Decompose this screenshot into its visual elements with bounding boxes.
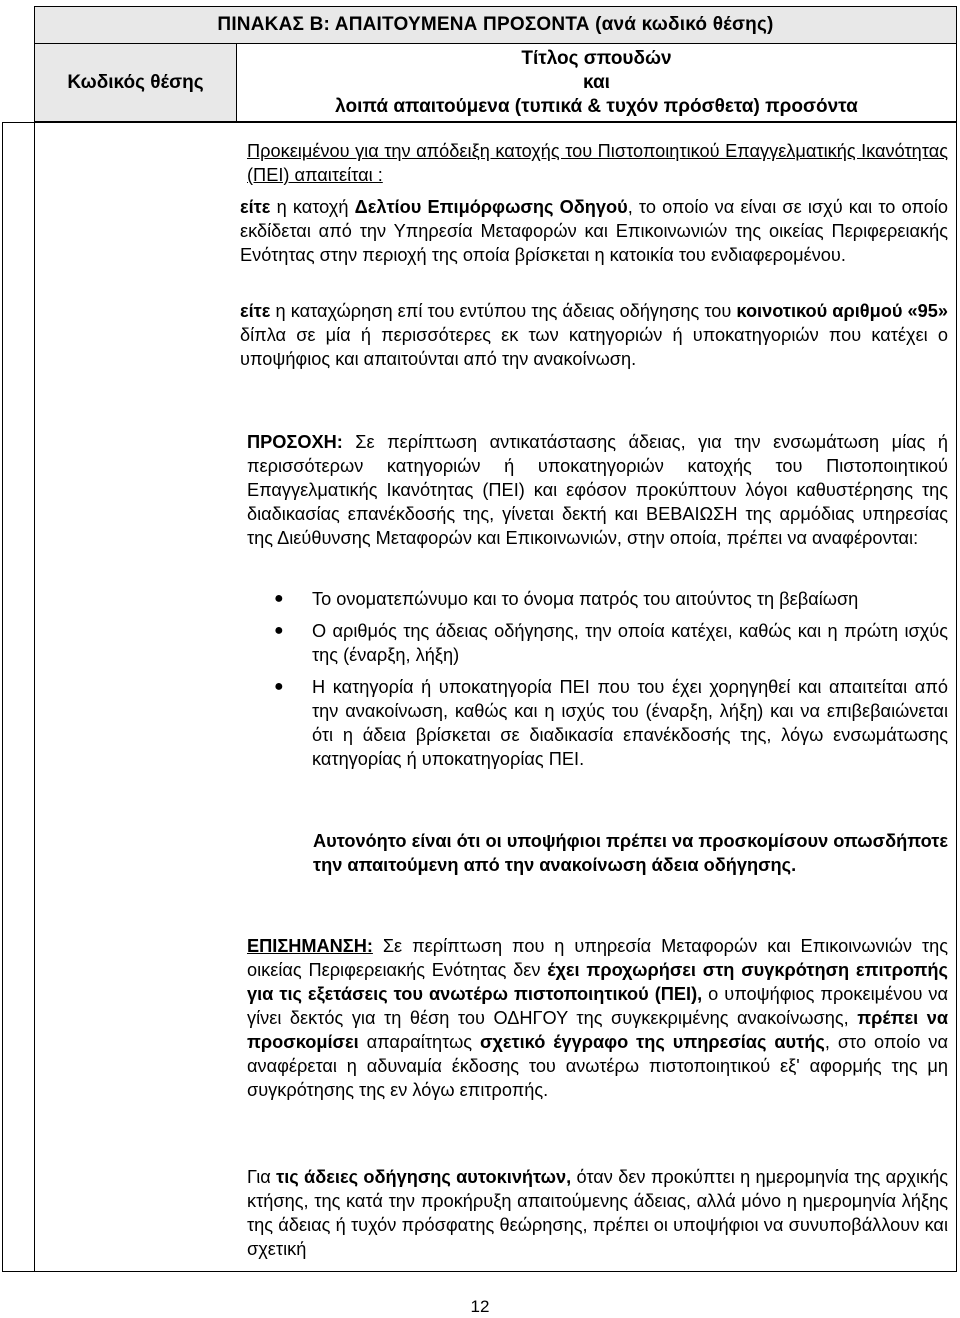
column-header-line-2: και [583,71,610,93]
bullet-icon: ● [274,678,284,695]
list-item-text: Ο αριθμός της άδειας οδήγησης, την οποία κατέχει, καθώς και η πρώτη ισχύς της (έναρξη, λήξη) [312,621,948,665]
option-2-rest: δίπλα σε μία ή περισσότερες εκ των κατηγοριών ή υποκατηγοριών που κατέχει ο υποψήφιος και απαιτούνται από την ανακοίνωση. [240,325,948,369]
table-header-row [34,44,957,122]
option-1-lead: είτε [240,197,271,217]
intro-paragraph [247,139,948,187]
list-item [270,619,948,667]
column-header-description [237,44,956,121]
highlight-label: ΕΠΙΣΗΜΑΝΣΗ: [247,936,373,956]
column-header-line-3: λοιπά απαιτούμενα (τυπικά & τυχόν πρόσθετα) προσόντα [335,95,858,117]
highlight-bold-1: έχει προχωρήσει στη συγκρότηση επιτροπής για τις εξετάσεις του ανωτέρω πιστοποιητικού (ΠΕΙ), [247,960,948,1004]
cars-paragraph [247,1165,948,1261]
requirements-list [270,587,948,779]
bullet-icon: ● [274,622,284,639]
intro-text: Προκειμένου για την απόδειξη κατοχής του Πιστοποιητικού Επαγγελματικής Ικανότητας (ΠΕΙ) απαιτείται : [247,141,948,185]
highlight-text-2: ο υποψήφιος προκειμένου να γίνει δεκτός για τη θέση του ΟΔΗΓΟΥ της συγκεκριμένης ανακοίνωσης, [247,984,948,1028]
page-number: 12 [470,1297,490,1316]
highlight-paragraph [247,934,948,1102]
option-2-bold: κοινοτικού αριθμού «95» [736,301,948,321]
list-item [270,675,948,771]
attention-paragraph [247,430,948,550]
option-2-pre: η καταχώρηση επί του εντύπου της άδειας οδήγησης του [270,301,737,321]
list-item-text: Η κατηγορία ή υποκατηγορία ΠΕΙ που του έχει χορηγηθεί και απαιτείται από την ανακοίνωση, καθώς και η ισχύς του (έναρξη, λήξη) και να επιβεβαιώνεται ότι η άδεια βρίσκεται σε διαδικασία επανέκδοσής της, λόγω ενσωμάτωσης κατηγορίας ή υποκατηγορίας ΠΕΙ. [312,677,948,769]
column-header-line-1: Τίτλος σπουδών [521,47,672,69]
option-1-bold: Δελτίου Επιμόρφωσης Οδηγού [354,197,628,217]
option-1-paragraph [240,195,948,267]
table-title: ΠΙΝΑΚΑΣ Β: ΑΠΑΙΤΟΥΜΕΝΑ ΠΡΟΣΟΝΤΑ (ανά κωδικό θέσης) [34,6,957,44]
cars-text-2: όταν δεν προκύπτει η ημερομηνία της αρχικής κτήσης, της κατά την προκήρυξη απαιτούμενης άδειας, αλλά μόνο η ημερομηνία λήξης της άδειας ή τυχόν πρόσφατης θεώρησης, πρέπει οι υποψήφιοι να συνυποβάλλουν και σχετική [247,1167,949,1259]
highlight-bold-3: σχετικό έγγραφο της υπηρεσίας αυτής [479,1032,825,1052]
column-header-code: Κωδικός θέσης [35,44,237,121]
highlight-text-1: Σε περίπτωση που η υπηρεσία Μεταφορών και Επικοινωνιών της οικείας Περιφερειακής Ενότητας δεν [247,936,948,980]
bullet-icon: ● [274,590,284,607]
list-item [270,587,948,611]
attention-label: ΠΡΟΣΟΧΗ: [247,432,343,452]
highlight-bold-2: πρέπει να προσκομίσει [247,1008,949,1052]
notice-paragraph: Αυτονόητο είναι ότι οι υποψήφιοι πρέπει να προσκομίσουν οπωσδήποτε την απαιτούμενη από την ανακοίνωση άδεια οδήγησης. [313,831,948,875]
option-1-rest: , το οποίο να είναι σε ισχύ και το οποίο εκδίδεται από την Υπηρεσία Μεταφορών και Επικοινωνιών της οικείας Περιφερειακής Ενότητας στην περιοχή της οποία βρίσκεται η κατοικία του ενδιαφερομένου. [240,197,948,265]
highlight-text-3: απαραίτητως [358,1032,480,1052]
option-1-pre: η κατοχή [270,197,355,217]
option-2-lead: είτε [240,301,271,321]
attention-text: Σε περίπτωση αντικατάστασης άδειας, για την ενσωμάτωση μίας ή περισσότερων κατηγοριών ή υποκατηγοριών κατοχής του Πιστοποιητικού Επαγγελματικής Ικανότητας (ΠΕΙ) και εφόσον προκύπτουν λόγοι καθυστέρησης της διαδικασίας επανέκδοσής της, γίνεται δεκτή και ΒΕΒΑΙΩΣΗ της αρμόδιας υπηρεσίας της Διεύθυνσης Μεταφορών και Επικοινωνιών, στην οποία, πρέπει να αναφέρονται: [247,432,948,548]
option-2-paragraph [240,299,948,371]
cars-text-1: Για [247,1167,277,1187]
list-item-text: Το ονοματεπώνυμο και το όνομα πατρός του αιτούντος τη βεβαίωση [312,589,859,609]
cars-bold-1: τις άδειες οδήγησης αυτοκινήτων, [276,1167,572,1187]
column-divider [34,122,35,1272]
highlight-text-4: , στο οποίο να αναφέρεται η αδυναμία έκδοσης του ανωτέρω πιστοποιητικού εξ' αφορμής της μη συγκρότησης της εν λόγω επιτροπής. [247,1032,948,1100]
